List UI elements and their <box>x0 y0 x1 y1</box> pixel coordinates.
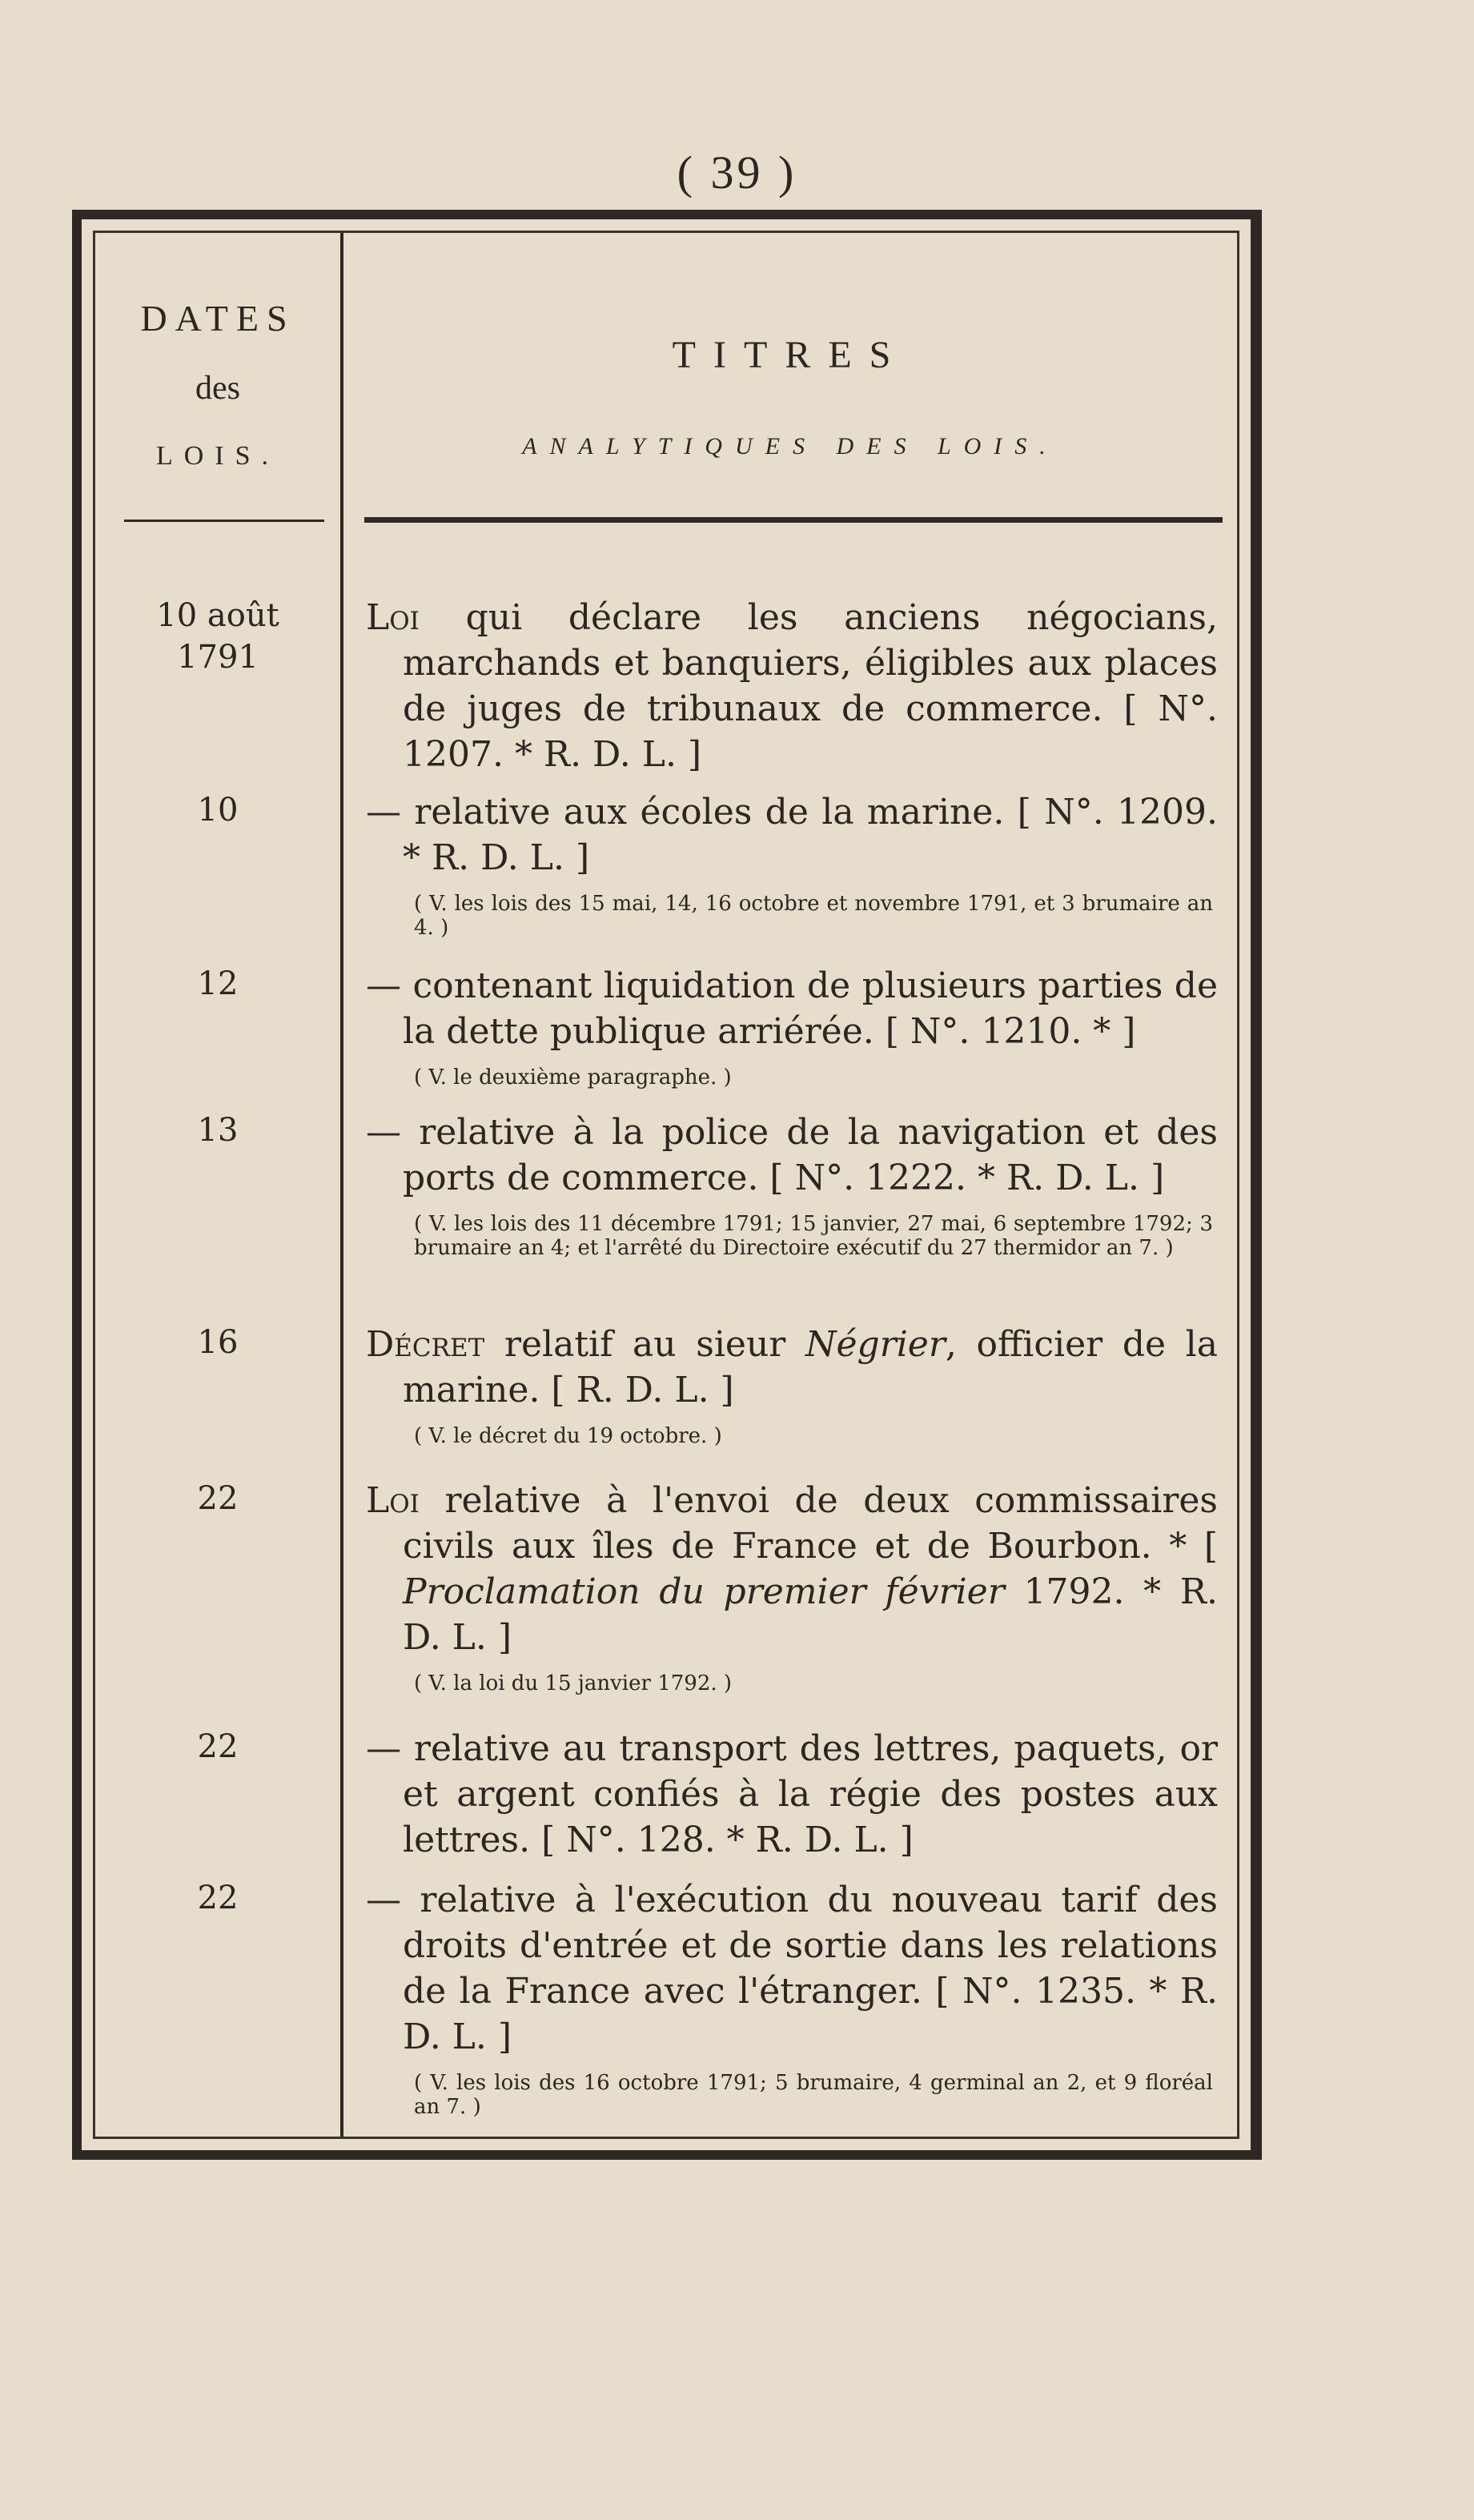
entry-lead-word: Loi <box>366 1480 420 1521</box>
entry-body: — contenant liquidation de plusieurs parties de la dette publique arriérée. [ N°. 1210. * ] <box>366 965 1218 1052</box>
entry-text <box>366 789 1218 940</box>
titles-header-line1: TITRES <box>672 334 909 376</box>
entry-date: 22 <box>197 1728 239 1765</box>
page-number: ( 39 ) <box>677 146 797 199</box>
entry-date: 10 août 1791 <box>156 597 279 676</box>
entry-date: 22 <box>197 1880 239 1916</box>
entry-note: ( V. la loi du 15 janvier 1792. ) <box>414 1671 733 1695</box>
entry-body: — relative au transport des lettres, paquets, or et argent confiés à la régie des postes aux lettres. [ N°. 128. * R. D. L. ] <box>366 1728 1218 1860</box>
entry-text <box>366 963 1218 1089</box>
entry-date: 10 <box>197 792 239 829</box>
entry-note: ( V. les lois des 16 octobre 1791; 5 brumaire, 4 germinal an 2, et 9 floréal an 7. ) <box>414 2071 1213 2119</box>
entry-person-name: Négrier <box>805 1324 946 1365</box>
entry-note: ( V. le décret du 19 octobre. ) <box>414 1424 722 1448</box>
entry-note: ( V. les lois des 15 mai, 14, 16 octobre et novembre 1791, et 3 brumaire an 4. ) <box>414 892 1213 940</box>
entry-text <box>366 1726 1218 1863</box>
entry-lead-word: Loi <box>366 597 420 638</box>
entry-body-part: relatif au sieur <box>484 1324 805 1365</box>
entry-body: — relative à la police de la navigation et des ports de commerce. [ N°. 1222. * R. D. L. ] <box>366 1112 1218 1198</box>
law-table <box>72 210 1262 2160</box>
entry-note: ( V. le deuxième paragraphe. ) <box>414 1065 732 1089</box>
entry-note: ( V. les lois des 11 décembre 1791; 15 janvier, 27 mai, 6 septembre 1792; 3 brumaire an 4; et l'arrêté du Directoire exécutif du 27 thermidor an 7. ) <box>414 1212 1213 1260</box>
table-inner-border <box>93 231 1239 2139</box>
entry-text <box>366 1877 1218 2119</box>
titles-header-line2: ANALYTIQUES DES LOIS. <box>522 433 1058 459</box>
entry-body: — relative aux écoles de la marine. [ N°. 1209. * R. D. L. ] <box>366 792 1218 878</box>
entry-date: 22 <box>197 1480 239 1517</box>
entry-body-part: 1792. * R. D. L. ] <box>403 1571 1218 1658</box>
dates-header-line2: des <box>195 370 240 407</box>
entry-date: 13 <box>197 1112 239 1149</box>
header-rule-left <box>124 520 324 522</box>
entry-text <box>366 595 1218 777</box>
dates-header-line3: LOIS. <box>155 441 280 471</box>
entry-text <box>366 1478 1218 1695</box>
entry-body: — relative à l'exécution du nouveau tarif des droits d'entrée et de sortie dans les relations de la France avec l'étranger. [ N°. 1235. * R. D. L. ] <box>366 1880 1218 2057</box>
entry-text <box>366 1322 1218 1448</box>
entry-body-part: , officier de la marine. [ R. D. L. ] <box>403 1324 1218 1410</box>
entry-date: 16 <box>197 1324 239 1361</box>
entry-body: qui déclare les anciens négocians, marchands et banquiers, éligibles aux places de juges de tribunaux de commerce. [ N°. 1207. * R. D. L. ] <box>403 597 1218 775</box>
entry-lead-word: Décret <box>366 1324 485 1365</box>
header-rule-right <box>364 517 1223 523</box>
entry-proclamation-title: Proclamation du premier février <box>403 1571 1005 1612</box>
titles-column-header <box>343 233 1237 497</box>
dates-header-line1: DATES <box>140 298 295 339</box>
dates-column-header <box>95 233 340 497</box>
column-divider <box>340 233 343 2137</box>
entry-text <box>366 1110 1218 1260</box>
entry-body-part: relative à l'envoi de deux commissaires civils aux îles de France et de Bourbon. * [ <box>403 1480 1218 1567</box>
entry-date: 12 <box>197 965 239 1002</box>
